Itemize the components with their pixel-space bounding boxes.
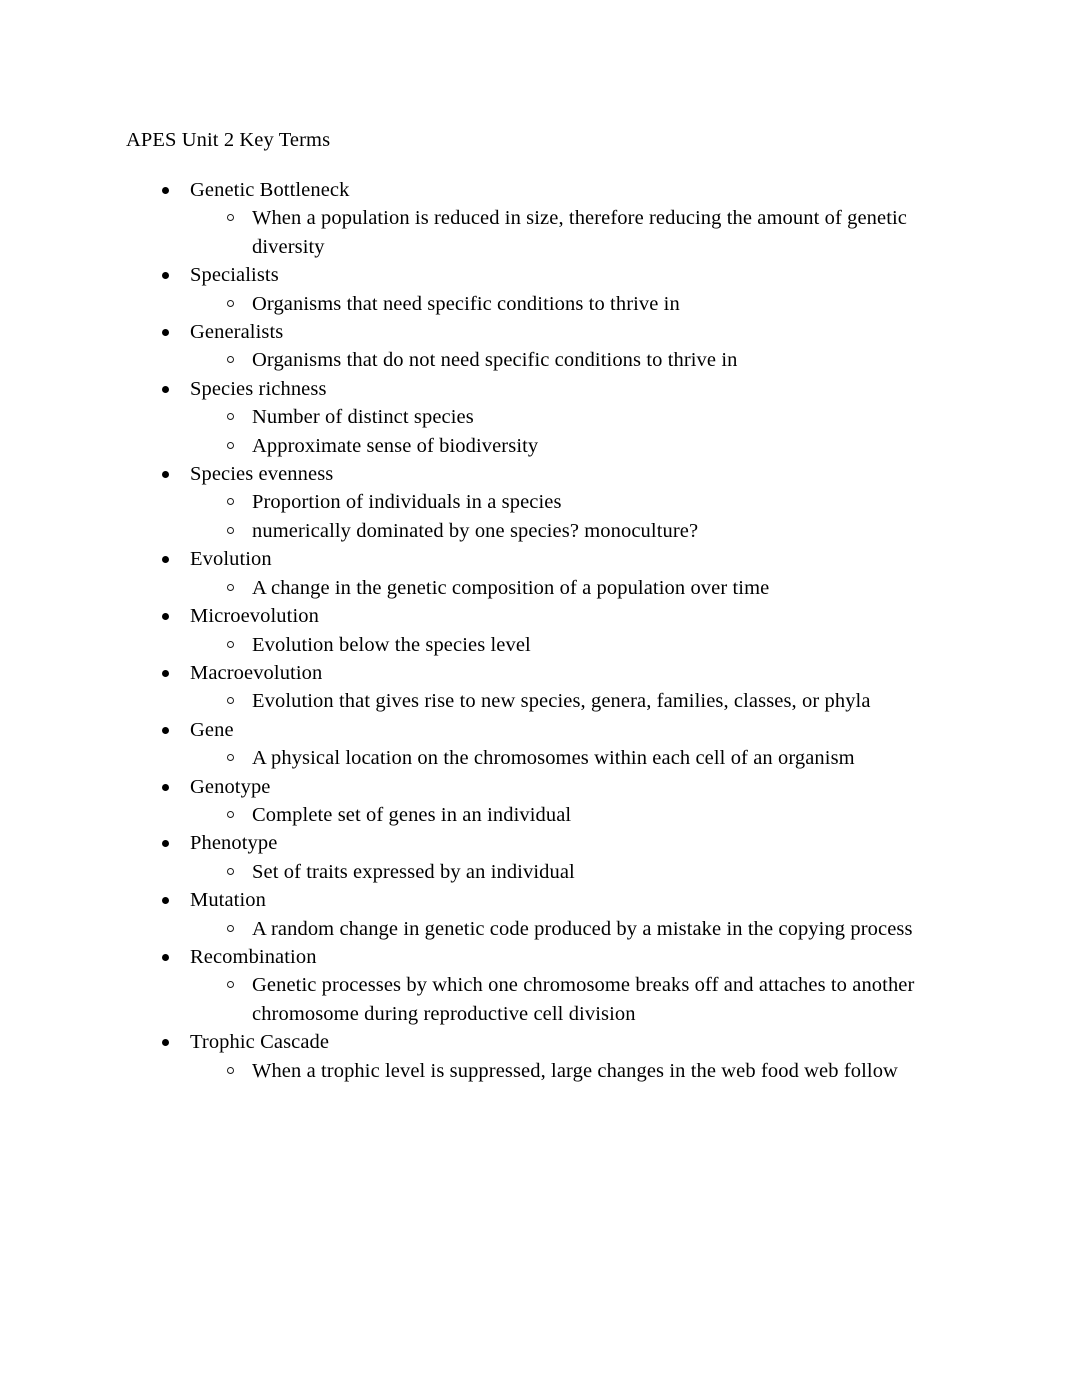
definition-list bbox=[190, 687, 956, 715]
term-label: Genetic Bottleneck bbox=[190, 179, 350, 201]
definition-text: When a population is reduced in size, therefore reducing the amount of genetic diversity bbox=[252, 207, 908, 258]
filled-disc-bullet-icon bbox=[162, 556, 169, 563]
definition-list-item bbox=[190, 971, 956, 1028]
page-title: APES Unit 2 Key Terms bbox=[126, 129, 331, 151]
hollow-circle-bullet-icon bbox=[227, 413, 234, 420]
filled-disc-bullet-icon bbox=[162, 471, 169, 478]
term-label: Recombination bbox=[190, 945, 317, 968]
definition-text: Evolution below the species level bbox=[252, 633, 531, 656]
hollow-circle-bullet-icon bbox=[227, 697, 234, 704]
hollow-circle-bullet-icon bbox=[227, 1067, 234, 1074]
term-list-item bbox=[126, 602, 956, 659]
definition-list bbox=[190, 631, 956, 659]
definition-text: Proportion of individuals in a species bbox=[252, 491, 562, 514]
term-list-item bbox=[126, 659, 956, 716]
definition-list-item bbox=[190, 574, 956, 602]
term-label: Macroevolution bbox=[190, 661, 323, 684]
hollow-circle-bullet-icon bbox=[227, 925, 234, 932]
hollow-circle-bullet-icon bbox=[227, 498, 234, 505]
definition-text: Approximate sense of biodiversity bbox=[252, 434, 539, 457]
hollow-circle-bullet-icon bbox=[227, 527, 234, 534]
definition-list bbox=[190, 858, 956, 886]
filled-disc-bullet-icon bbox=[162, 897, 169, 904]
definition-list-item bbox=[190, 687, 956, 715]
definition-text: Number of distinct species bbox=[252, 406, 474, 429]
definition-list bbox=[190, 801, 956, 829]
term-list-item bbox=[126, 773, 956, 830]
definition-list-item bbox=[190, 432, 956, 460]
filled-disc-bullet-icon bbox=[162, 187, 169, 194]
definition-list-item bbox=[190, 403, 956, 431]
hollow-circle-bullet-icon bbox=[227, 754, 234, 761]
definition-list bbox=[190, 346, 956, 374]
definition-text: Evolution that gives rise to new species, genera, families, classes, or phyla bbox=[252, 690, 871, 713]
hollow-circle-bullet-icon bbox=[227, 584, 234, 591]
definition-list bbox=[190, 204, 956, 261]
definition-text: A random change in genetic code produced by a mistake in the copying process bbox=[252, 917, 913, 940]
definition-list bbox=[190, 403, 956, 460]
term-label: Microevolution bbox=[190, 605, 319, 628]
definition-text: Organisms that need specific conditions to thrive in bbox=[252, 292, 680, 315]
key-terms-list bbox=[126, 176, 956, 1085]
term-label: Generalists bbox=[190, 321, 284, 344]
hollow-circle-bullet-icon bbox=[227, 356, 234, 363]
filled-disc-bullet-icon bbox=[162, 784, 169, 791]
term-list-item bbox=[126, 375, 956, 460]
term-label: Gene bbox=[190, 718, 234, 741]
term-list-item bbox=[126, 318, 956, 375]
definition-list-item bbox=[190, 290, 956, 318]
definition-list bbox=[190, 915, 956, 943]
filled-disc-bullet-icon bbox=[162, 727, 169, 734]
definition-list-item bbox=[190, 1057, 956, 1085]
term-label: Mutation bbox=[190, 889, 266, 912]
definition-list bbox=[190, 488, 956, 545]
term-label: Species evenness bbox=[190, 463, 334, 486]
definition-list bbox=[190, 574, 956, 602]
filled-disc-bullet-icon bbox=[162, 954, 169, 961]
document-body bbox=[126, 126, 956, 1085]
filled-disc-bullet-icon bbox=[162, 670, 169, 677]
filled-disc-bullet-icon bbox=[162, 272, 169, 279]
definition-text: Set of traits expressed by an individual bbox=[252, 860, 575, 883]
definition-list-item bbox=[190, 631, 956, 659]
definition-list-item bbox=[190, 744, 956, 772]
term-label: Trophic Cascade bbox=[190, 1031, 330, 1054]
term-label: Evolution bbox=[190, 548, 272, 571]
definition-list bbox=[190, 744, 956, 772]
filled-disc-bullet-icon bbox=[162, 386, 169, 393]
term-list-item bbox=[126, 460, 956, 545]
hollow-circle-bullet-icon bbox=[227, 300, 234, 307]
hollow-circle-bullet-icon bbox=[227, 442, 234, 449]
definition-text: When a trophic level is suppressed, large changes in the web food web follow bbox=[252, 1059, 898, 1082]
term-list-item bbox=[126, 829, 956, 886]
definition-text: Organisms that do not need specific conditions to thrive in bbox=[252, 349, 738, 372]
definition-list-item bbox=[190, 204, 956, 261]
definition-text: A physical location on the chromosomes within each cell of an organism bbox=[252, 747, 855, 770]
term-label: Genotype bbox=[190, 775, 271, 798]
definition-list bbox=[190, 1057, 956, 1085]
definition-list-item bbox=[190, 915, 956, 943]
definition-text: A change in the genetic composition of a population over time bbox=[252, 576, 770, 599]
filled-disc-bullet-icon bbox=[162, 1039, 169, 1046]
term-label: Specialists bbox=[190, 264, 279, 287]
hollow-circle-bullet-icon bbox=[227, 214, 234, 221]
definition-list-item bbox=[190, 801, 956, 829]
term-list-item bbox=[126, 943, 956, 1028]
hollow-circle-bullet-icon bbox=[227, 981, 234, 988]
definition-list-item bbox=[190, 346, 956, 374]
hollow-circle-bullet-icon bbox=[227, 641, 234, 648]
term-list-item bbox=[126, 545, 956, 602]
term-list-item bbox=[126, 261, 956, 318]
definition-list-item bbox=[190, 488, 956, 516]
filled-disc-bullet-icon bbox=[162, 329, 169, 336]
term-label: Phenotype bbox=[190, 832, 278, 855]
definition-text: numerically dominated by one species? monoculture? bbox=[252, 519, 699, 542]
definition-text: Complete set of genes in an individual bbox=[252, 803, 572, 826]
definition-text: Genetic processes by which one chromosome breaks off and attaches to another chromosome during reproductive cell division bbox=[252, 974, 915, 1025]
term-list-item bbox=[126, 716, 956, 773]
filled-disc-bullet-icon bbox=[162, 840, 169, 847]
definition-list-item bbox=[190, 858, 956, 886]
filled-disc-bullet-icon bbox=[162, 613, 169, 620]
term-label: Species richness bbox=[190, 377, 327, 400]
term-list-item bbox=[126, 176, 956, 261]
definition-list bbox=[190, 290, 956, 318]
definition-list bbox=[190, 971, 956, 1028]
term-list-item bbox=[126, 886, 956, 943]
hollow-circle-bullet-icon bbox=[227, 868, 234, 875]
hollow-circle-bullet-icon bbox=[227, 811, 234, 818]
term-list-item bbox=[126, 1028, 956, 1085]
definition-list-item bbox=[190, 517, 956, 545]
